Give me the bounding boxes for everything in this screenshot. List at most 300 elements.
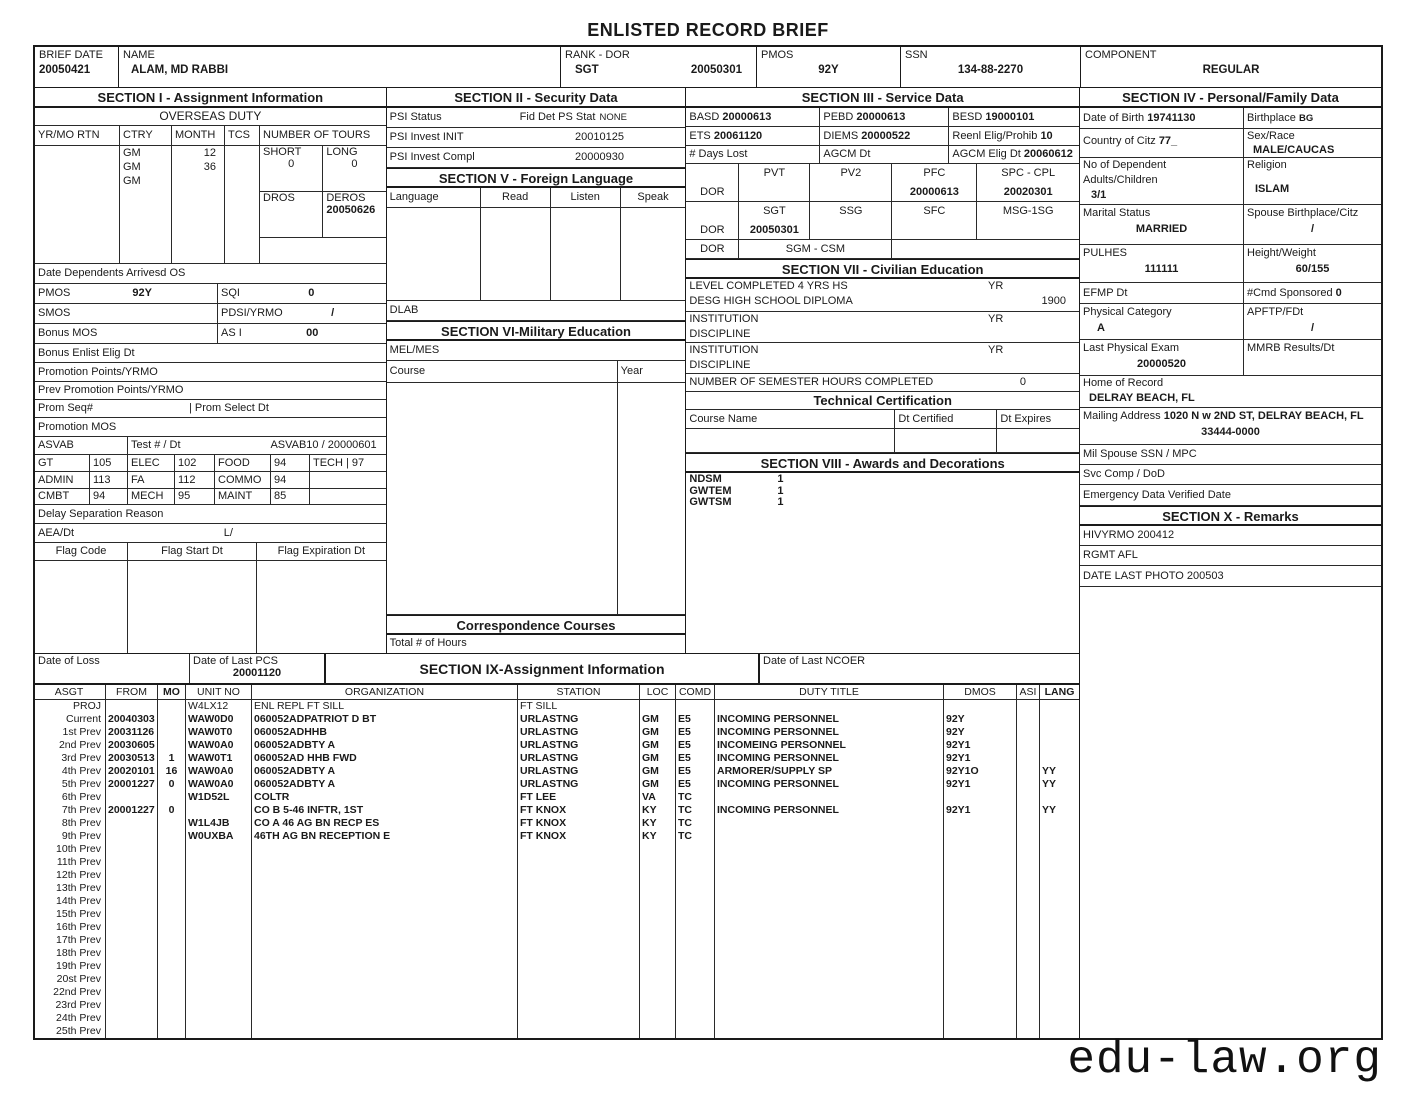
- cell-org: COLTR: [251, 791, 517, 804]
- cell-loc: GM: [639, 713, 675, 726]
- cell-asgt: 5th Prev: [61, 778, 101, 790]
- cell-loc: [639, 921, 675, 934]
- section1-title: SECTION I - Assignment Information: [35, 88, 386, 108]
- cell-duty: [714, 1025, 943, 1038]
- cell-lang: YY: [1039, 765, 1079, 778]
- cell-asi: [1016, 726, 1039, 739]
- cell-mo: [157, 1025, 185, 1038]
- cell-asi: [1016, 986, 1039, 999]
- cell-lang: [1039, 700, 1079, 713]
- svc-comp-cell: Svc Comp / DoD: [1083, 468, 1165, 480]
- dlab-row: DLAB: [389, 304, 419, 316]
- level-completed-row: LEVEL COMPLETED 4 YRS HS DESG HIGH SCHOOL DIPLOMA YR 1900: [686, 279, 1079, 312]
- rank-header-row-2: SGT SSG SFC MSG-1SG: [686, 202, 1079, 221]
- cell-duty: [714, 830, 943, 843]
- table-row: [35, 713, 1079, 726]
- height-weight-cell: Height/Weight 60/155: [1243, 245, 1381, 282]
- remark-row: HIVYRMO 200412: [1083, 529, 1175, 541]
- cell-loc: [639, 973, 675, 986]
- cell-lang: [1039, 726, 1079, 739]
- pdsi-row: PDSI/YRMO /: [217, 304, 386, 323]
- pebd-cell: PEBD 20000613: [819, 108, 948, 126]
- bonus-enlist-row: Bonus Enlist Elig Dt: [38, 347, 135, 359]
- cell-comd: E5: [675, 713, 714, 726]
- cell-dmos: [943, 817, 1016, 830]
- cell-unit: W1L4JB: [185, 817, 251, 830]
- prev-promotion-points-row: Prev Promotion Points/YRMO: [38, 384, 184, 396]
- pmos-field: [756, 47, 900, 87]
- component-label: COMPONENT: [1085, 49, 1157, 61]
- cell-duty: [714, 895, 943, 908]
- cell-lang: [1039, 817, 1079, 830]
- cell-asi: [1016, 960, 1039, 973]
- cell-from: 20030605: [105, 739, 157, 752]
- cell-org: CO B 5-46 INFTR, 1ST: [251, 804, 517, 817]
- cell-from: [105, 973, 157, 986]
- table-row: [35, 921, 1079, 934]
- table-row: [35, 973, 1079, 986]
- cell-asi: [1016, 830, 1039, 843]
- cell-loc: [639, 843, 675, 856]
- cell-from: 20020101: [105, 765, 157, 778]
- award-row: GWTSM 1: [689, 496, 784, 508]
- cell-mo: [157, 817, 185, 830]
- cell-mo: [157, 739, 185, 752]
- cell-duty: [714, 947, 943, 960]
- cell-station: URLASTNG: [517, 726, 639, 739]
- cell-asi: [1016, 791, 1039, 804]
- cell-asi: [1016, 882, 1039, 895]
- remarks-empty-area: [1080, 587, 1381, 1038]
- date-last-pcs-cell: Date of Last PCS 20001120: [189, 654, 324, 683]
- asi-row: AS I 00: [217, 324, 386, 343]
- cell-asgt: 9th Prev: [61, 830, 101, 842]
- assignment-table-header: ASGT FROM MO UNIT NO ORGANIZATION STATION LOC COMD DUTY TITLE DMOS ASI LANG: [35, 685, 1079, 700]
- erb-form: [33, 45, 1383, 1040]
- cell-mo: [157, 986, 185, 999]
- cell-dmos: [943, 700, 1016, 713]
- agcm-dt-cell: AGCM Dt: [819, 146, 948, 163]
- cell-unit: [185, 882, 251, 895]
- sex-race-cell: Sex/Race MALE/CAUCAS: [1243, 129, 1381, 157]
- cell-unit: WAW0A0: [185, 765, 251, 778]
- cell-loc: GM: [639, 778, 675, 791]
- cell-comd: E5: [675, 739, 714, 752]
- cell-lang: [1039, 856, 1079, 869]
- cell-mo: [157, 973, 185, 986]
- ets-cell: ETS 20061120: [689, 130, 763, 142]
- cell-loc: GM: [639, 752, 675, 765]
- speak-col-header: Speak: [620, 188, 686, 207]
- cell-asi: [1016, 869, 1039, 882]
- cell-mo: [157, 791, 185, 804]
- cell-dmos: [943, 1012, 1016, 1025]
- cell-duty: [714, 908, 943, 921]
- cell-unit: [185, 908, 251, 921]
- col-tcs: TCS: [224, 126, 259, 145]
- cell-lang: [1039, 713, 1079, 726]
- brief-date-field: [35, 47, 118, 87]
- psi-init-row: PSI Invest INIT 20010125: [389, 131, 624, 143]
- cell-loc: [639, 947, 675, 960]
- cell-duty: INCOMING PERSONNEL: [714, 752, 943, 765]
- component-value: REGULAR: [1202, 64, 1260, 76]
- institution-row-2: INSTITUTION DISCIPLINE YR: [686, 343, 1079, 374]
- cell-duty: INCOMING PERSONNEL: [714, 726, 943, 739]
- cell-asgt: 19th Prev: [56, 960, 101, 972]
- cell-unit: [185, 856, 251, 869]
- date-last-ncoer-cell: Date of Last NCOER: [763, 655, 866, 667]
- cell-loc: KY: [639, 804, 675, 817]
- cell-loc: [639, 986, 675, 999]
- cell-unit: [185, 843, 251, 856]
- cell-lang: [1039, 752, 1079, 765]
- last-phys-cell: Last Physical Exam 20000520: [1083, 342, 1186, 370]
- dor-row-1: DOR 20000613 20020301: [686, 183, 1079, 202]
- cell-loc: [639, 869, 675, 882]
- cell-dmos: 92Y: [943, 726, 1016, 739]
- promotion-mos-row: Promotion MOS: [38, 421, 117, 433]
- cell-from: 20040303: [105, 713, 157, 726]
- table-row: [35, 934, 1079, 947]
- cell-loc: KY: [639, 830, 675, 843]
- cell-mo: [157, 869, 185, 882]
- cmd-sponsored-cell: #Cmd Sponsored 0: [1243, 283, 1381, 303]
- overseas-duty-title: OVERSEAS DUTY: [35, 108, 386, 126]
- section-4-10: [1080, 88, 1381, 1038]
- table-row: [35, 856, 1079, 869]
- cell-duty: [714, 869, 943, 882]
- cell-dmos: [943, 921, 1016, 934]
- cell-lang: [1039, 869, 1079, 882]
- cell-asgt: Current: [65, 713, 101, 725]
- cell-loc: [639, 934, 675, 947]
- section-2-5-6: [387, 88, 687, 653]
- cell-asi: [1016, 934, 1039, 947]
- cell-org: 060052ADBTY A: [251, 739, 517, 752]
- table-row: [35, 765, 1079, 778]
- cell-dmos: [943, 843, 1016, 856]
- award-row: GWTEM 1: [689, 484, 784, 497]
- ssn-label: SSN: [905, 49, 928, 61]
- watermark: edu-law.org: [1067, 1034, 1382, 1086]
- cell-station: [517, 999, 639, 1012]
- cell-unit: [185, 947, 251, 960]
- cell-station: [517, 1012, 639, 1025]
- cell-asgt: 16th Prev: [56, 921, 101, 933]
- dob-cell: Date of Birth 19741130: [1083, 112, 1196, 124]
- cell-loc: GM: [639, 765, 675, 778]
- cell-station: [517, 986, 639, 999]
- cell-mo: [157, 726, 185, 739]
- cell-mo: [157, 895, 185, 908]
- section5-title: SECTION V - Foreign Language: [387, 168, 686, 188]
- col-ctry: CTRY: [119, 126, 171, 145]
- table-row: [35, 999, 1079, 1012]
- cell-duty: [714, 1012, 943, 1025]
- psi-compl-row: PSI Invest Compl 20000930: [389, 151, 624, 163]
- cell-duty: [714, 934, 943, 947]
- cell-org: [251, 869, 517, 882]
- cell-mo: [157, 934, 185, 947]
- cell-loc: [639, 999, 675, 1012]
- cell-asi: [1016, 973, 1039, 986]
- cell-asgt: 12th Prev: [56, 869, 101, 881]
- cell-duty: [714, 986, 943, 999]
- cell-lang: [1039, 999, 1079, 1012]
- cell-unit: [185, 960, 251, 973]
- cell-org: [251, 973, 517, 986]
- ctry-cell: GM GM GM: [119, 146, 171, 263]
- cell-from: [105, 908, 157, 921]
- component-field: [1080, 47, 1381, 87]
- dt-expires-header: Dt Expires: [996, 410, 1079, 428]
- cell-station: [517, 856, 639, 869]
- table-row: [35, 778, 1079, 791]
- cell-asi: [1016, 817, 1039, 830]
- section10-title: SECTION X - Remarks: [1080, 506, 1381, 526]
- listen-col-header: Listen: [550, 188, 620, 207]
- cell-duty: [714, 700, 943, 713]
- cell-dmos: [943, 973, 1016, 986]
- cell-asi: [1016, 778, 1039, 791]
- cell-lang: [1039, 908, 1079, 921]
- cell-lang: [1039, 843, 1079, 856]
- cell-from: [105, 1012, 157, 1025]
- cell-loc: [639, 895, 675, 908]
- cell-from: 20001227: [105, 804, 157, 817]
- cell-asgt: 23rd Prev: [55, 999, 101, 1011]
- cell-asi: [1016, 843, 1039, 856]
- cell-unit: [185, 869, 251, 882]
- cell-asgt: 17th Prev: [56, 934, 101, 946]
- table-row: [35, 804, 1079, 817]
- course-name-header: Course Name: [689, 413, 758, 425]
- section3-title: SECTION III - Service Data: [686, 88, 1079, 108]
- cell-comd: E5: [675, 778, 714, 791]
- short-tours: SHORT 0: [263, 146, 302, 170]
- cell-unit: [185, 895, 251, 908]
- remark-row: DATE LAST PHOTO 200503: [1083, 570, 1224, 582]
- cell-unit: [185, 921, 251, 934]
- cell-station: [517, 960, 639, 973]
- cell-mo: 0: [157, 778, 185, 791]
- cell-comd: TC: [675, 817, 714, 830]
- cell-from: [105, 856, 157, 869]
- cell-asi: [1016, 1025, 1039, 1038]
- tours-cell: [259, 146, 386, 263]
- cell-station: URLASTNG: [517, 739, 639, 752]
- cell-asgt: 13th Prev: [56, 882, 101, 894]
- cell-unit: WAW0T0: [185, 726, 251, 739]
- cell-asgt: 10th Prev: [56, 843, 101, 855]
- cell-station: [517, 843, 639, 856]
- cell-station: URLASTNG: [517, 713, 639, 726]
- cell-org: [251, 908, 517, 921]
- cell-station: [517, 869, 639, 882]
- cell-asgt: 14th Prev: [56, 895, 101, 907]
- cell-org: CO A 46 AG BN RECP ES: [251, 817, 517, 830]
- year-col-header: Year: [617, 361, 686, 382]
- cell-station: [517, 882, 639, 895]
- ssn-value: 134-88-2270: [957, 64, 1024, 76]
- cell-asi: [1016, 752, 1039, 765]
- table-row: [35, 1012, 1079, 1025]
- cell-org: [251, 856, 517, 869]
- language-empty-row: [387, 208, 686, 301]
- days-lost-cell: # Days Lost: [689, 148, 748, 160]
- name-field: [118, 47, 560, 87]
- cell-lang: [1039, 921, 1079, 934]
- cell-org: [251, 934, 517, 947]
- cell-duty: [714, 791, 943, 804]
- cell-mo: 0: [157, 804, 185, 817]
- cell-asgt: 20st Prev: [56, 973, 101, 985]
- flag-exp-header: Flag Expiration Dt: [256, 543, 386, 560]
- cell-dmos: [943, 895, 1016, 908]
- bonus-mos-row: Bonus MOS: [38, 327, 98, 339]
- cell-mo: [157, 921, 185, 934]
- cell-unit: [185, 1012, 251, 1025]
- cell-dmos: 92Y1: [943, 752, 1016, 765]
- cell-asi: [1016, 765, 1039, 778]
- name-value: ALAM, MD RABBI: [131, 64, 229, 76]
- cell-unit: W0UXBA: [185, 830, 251, 843]
- cell-unit: [185, 973, 251, 986]
- cell-comd: [675, 986, 714, 999]
- prom-seq-row: Prom Seq# | Prom Select Dt: [38, 402, 269, 414]
- table-row: [35, 908, 1079, 921]
- cell-station: FT KNOX: [517, 804, 639, 817]
- cell-lang: YY: [1039, 804, 1079, 817]
- cell-mo: [157, 908, 185, 921]
- cell-mo: [157, 882, 185, 895]
- marital-cell: Marital Status MARRIED: [1083, 207, 1188, 235]
- psi-status-row: PSI Status Fid Det PS Stat NONE: [389, 111, 627, 123]
- cell-unit: WAW0D0: [185, 713, 251, 726]
- cell-mo: [157, 999, 185, 1012]
- cell-comd: E5: [675, 752, 714, 765]
- cell-mo: [157, 700, 185, 713]
- long-tours: LONG 0: [322, 146, 385, 191]
- cell-asgt: PROJ: [72, 700, 101, 712]
- cell-duty: INCOMEING PERSONNEL: [714, 739, 943, 752]
- cell-asi: [1016, 947, 1039, 960]
- cell-org: 060052ADBTY A: [251, 778, 517, 791]
- institution-row-1: INSTITUTION DISCIPLINE YR: [686, 312, 1079, 343]
- course-empty-area: [387, 383, 686, 615]
- month-cell: 12 36: [171, 146, 224, 263]
- cell-asi: [1016, 999, 1039, 1012]
- brief-date-label: BRIEF DATE: [39, 49, 103, 61]
- tech-cert-title: Technical Certification: [686, 392, 1079, 410]
- cell-dmos: [943, 791, 1016, 804]
- cell-asi: [1016, 804, 1039, 817]
- cell-comd: [675, 882, 714, 895]
- section9-band: [35, 653, 1079, 685]
- cell-mo: 1: [157, 752, 185, 765]
- cell-unit: [185, 986, 251, 999]
- cell-from: [105, 999, 157, 1012]
- cell-unit: WAW0A0: [185, 739, 251, 752]
- cell-asgt: 11th Prev: [56, 856, 101, 868]
- yrmo-rtn-cell: [35, 146, 119, 263]
- cell-dmos: [943, 830, 1016, 843]
- pmos-label: PMOS: [761, 49, 794, 61]
- cell-loc: [639, 856, 675, 869]
- header-band: [35, 47, 1381, 88]
- cell-station: [517, 921, 639, 934]
- cell-comd: TC: [675, 791, 714, 804]
- cell-dmos: 92Y1: [943, 739, 1016, 752]
- mmrb-cell: MMRB Results/Dt: [1243, 340, 1381, 375]
- cell-comd: E5: [675, 765, 714, 778]
- cell-duty: ARMORER/SUPPLY SP: [714, 765, 943, 778]
- cell-org: [251, 921, 517, 934]
- cell-from: [105, 830, 157, 843]
- read-col-header: Read: [480, 188, 550, 207]
- cell-dmos: 92Y1: [943, 804, 1016, 817]
- cell-duty: [714, 817, 943, 830]
- religion-cell: Religion ISLAM: [1243, 158, 1381, 204]
- asvab-score-row: CMBT 94 MECH 95 MAINT 85: [35, 489, 386, 505]
- spouse-bp-cell: Spouse Birthplace/Citz /: [1243, 205, 1381, 244]
- date-of-loss-cell: Date of Loss: [38, 655, 100, 667]
- course-col-header: Course: [389, 365, 426, 377]
- cell-loc: VA: [639, 791, 675, 804]
- section2-title: SECTION II - Security Data: [387, 88, 686, 108]
- cell-dmos: [943, 908, 1016, 921]
- section-3-7-8: [686, 88, 1079, 653]
- cell-lang: [1039, 973, 1079, 986]
- cell-org: ENL REPL FT SILL: [251, 700, 517, 713]
- dependents-cell: No of Dependent Adults/Children 3/1: [1083, 159, 1167, 201]
- table-row: [35, 1025, 1079, 1038]
- home-of-record-cell: Home of Record DELRAY BEACH, FL: [1083, 377, 1195, 404]
- cell-from: 20031126: [105, 726, 157, 739]
- brief-date-value: 20050421: [39, 64, 91, 76]
- cell-from: [105, 986, 157, 999]
- cell-asgt: 2nd Prev: [58, 739, 101, 751]
- cell-lang: [1039, 830, 1079, 843]
- cell-dmos: [943, 960, 1016, 973]
- cell-org: [251, 882, 517, 895]
- cell-mo: [157, 947, 185, 960]
- cell-lang: [1039, 947, 1079, 960]
- cell-from: [105, 1025, 157, 1038]
- cell-org: 060052ADHHB: [251, 726, 517, 739]
- table-row: [35, 752, 1079, 765]
- cell-org: [251, 843, 517, 856]
- cell-duty: INCOMING PERSONNEL: [714, 778, 943, 791]
- cell-from: [105, 934, 157, 947]
- cell-duty: [714, 973, 943, 986]
- diems-cell: DIEMS 20000522: [819, 127, 948, 145]
- cell-loc: [639, 700, 675, 713]
- cell-asi: [1016, 700, 1039, 713]
- cell-station: [517, 947, 639, 960]
- name-label: NAME: [123, 49, 155, 61]
- cell-org: 060052ADPATRIOT D BT: [251, 713, 517, 726]
- rank-value: SGT: [575, 64, 599, 76]
- citz-cell: Country of Citz 77_: [1083, 135, 1178, 147]
- cell-org: [251, 895, 517, 908]
- cell-dmos: [943, 1025, 1016, 1038]
- cell-comd: [675, 856, 714, 869]
- table-row: [35, 869, 1079, 882]
- cell-loc: GM: [639, 726, 675, 739]
- tech-cert-empty-row: [686, 429, 1079, 453]
